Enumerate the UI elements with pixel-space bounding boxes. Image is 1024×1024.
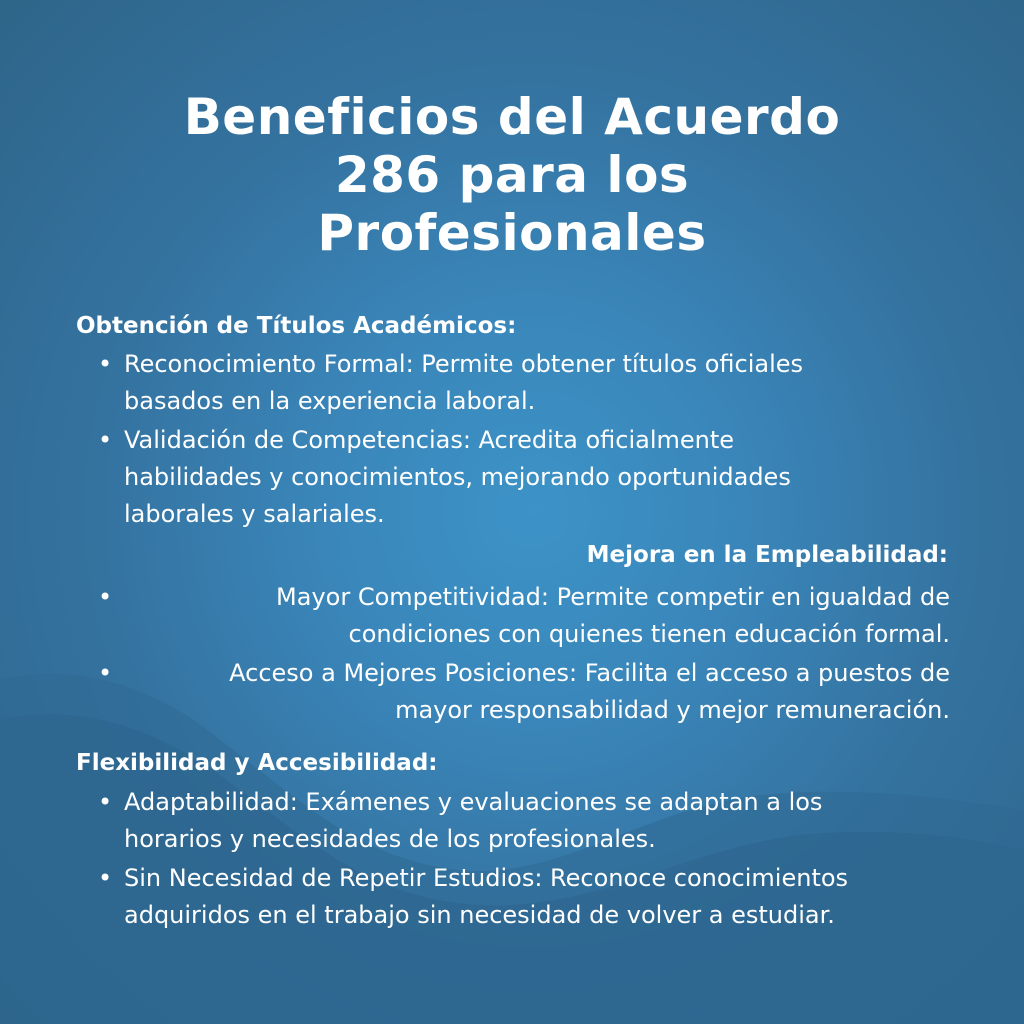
list-item-line: laborales y salariales.	[124, 500, 385, 528]
bullet-icon: •	[98, 350, 113, 378]
title-line-1: Beneficios del Acuerdo	[183, 88, 841, 146]
list-item-line: Acceso a Mejores Posiciones: Facilita el acceso a puestos de	[229, 659, 950, 687]
section-heading-flexibilidad: Flexibilidad y Accesibilidad:	[76, 750, 438, 776]
list-item	[98, 422, 964, 533]
list-item	[98, 655, 950, 729]
list-item-line: horarios y necesidades de los profesionales.	[124, 825, 656, 853]
list-item-line: Adaptabilidad: Exámenes y evaluaciones se adaptan a los	[124, 788, 823, 816]
section-heading-titulos: Obtención de Títulos Académicos:	[76, 313, 517, 339]
list-item-line: Validación de Competencias: Acredita oficialmente	[124, 426, 735, 454]
title-line-3: Profesionales	[317, 204, 707, 262]
section-list-flexibilidad	[98, 784, 964, 936]
bullet-icon: •	[98, 864, 113, 892]
list-item-line: Reconocimiento Formal: Permite obtener títulos oficiales	[124, 350, 804, 378]
list-item-line: habilidades y conocimientos, mejorando oportunidades	[124, 463, 791, 491]
section-list-titulos	[98, 346, 964, 535]
list-item	[98, 579, 950, 653]
list-item-line: basados en la experiencia laboral.	[124, 387, 536, 415]
list-item-line: Mayor Competitividad: Permite competir en igualdad de	[276, 583, 950, 611]
section-list-empleabilidad	[98, 579, 950, 731]
list-item-line: condiciones con quienes tienen educación formal.	[348, 620, 950, 648]
list-item-line: Sin Necesidad de Repetir Estudios: Reconoce conocimientos	[124, 864, 849, 892]
list-item	[98, 346, 964, 420]
page-title	[100, 88, 924, 262]
list-item-line: mayor responsabilidad y mejor remuneración.	[395, 696, 950, 724]
section-heading-empleabilidad: Mejora en la Empleabilidad:	[586, 542, 948, 568]
bullet-icon: •	[98, 583, 113, 611]
bullet-icon: •	[98, 788, 113, 816]
bullet-icon: •	[98, 426, 113, 454]
list-item	[98, 860, 964, 934]
list-item-line: adquiridos en el trabajo sin necesidad de volver a estudiar.	[124, 901, 835, 929]
title-line-2: 286 para los	[334, 146, 690, 204]
list-item	[98, 784, 964, 858]
bullet-icon: •	[98, 659, 113, 687]
